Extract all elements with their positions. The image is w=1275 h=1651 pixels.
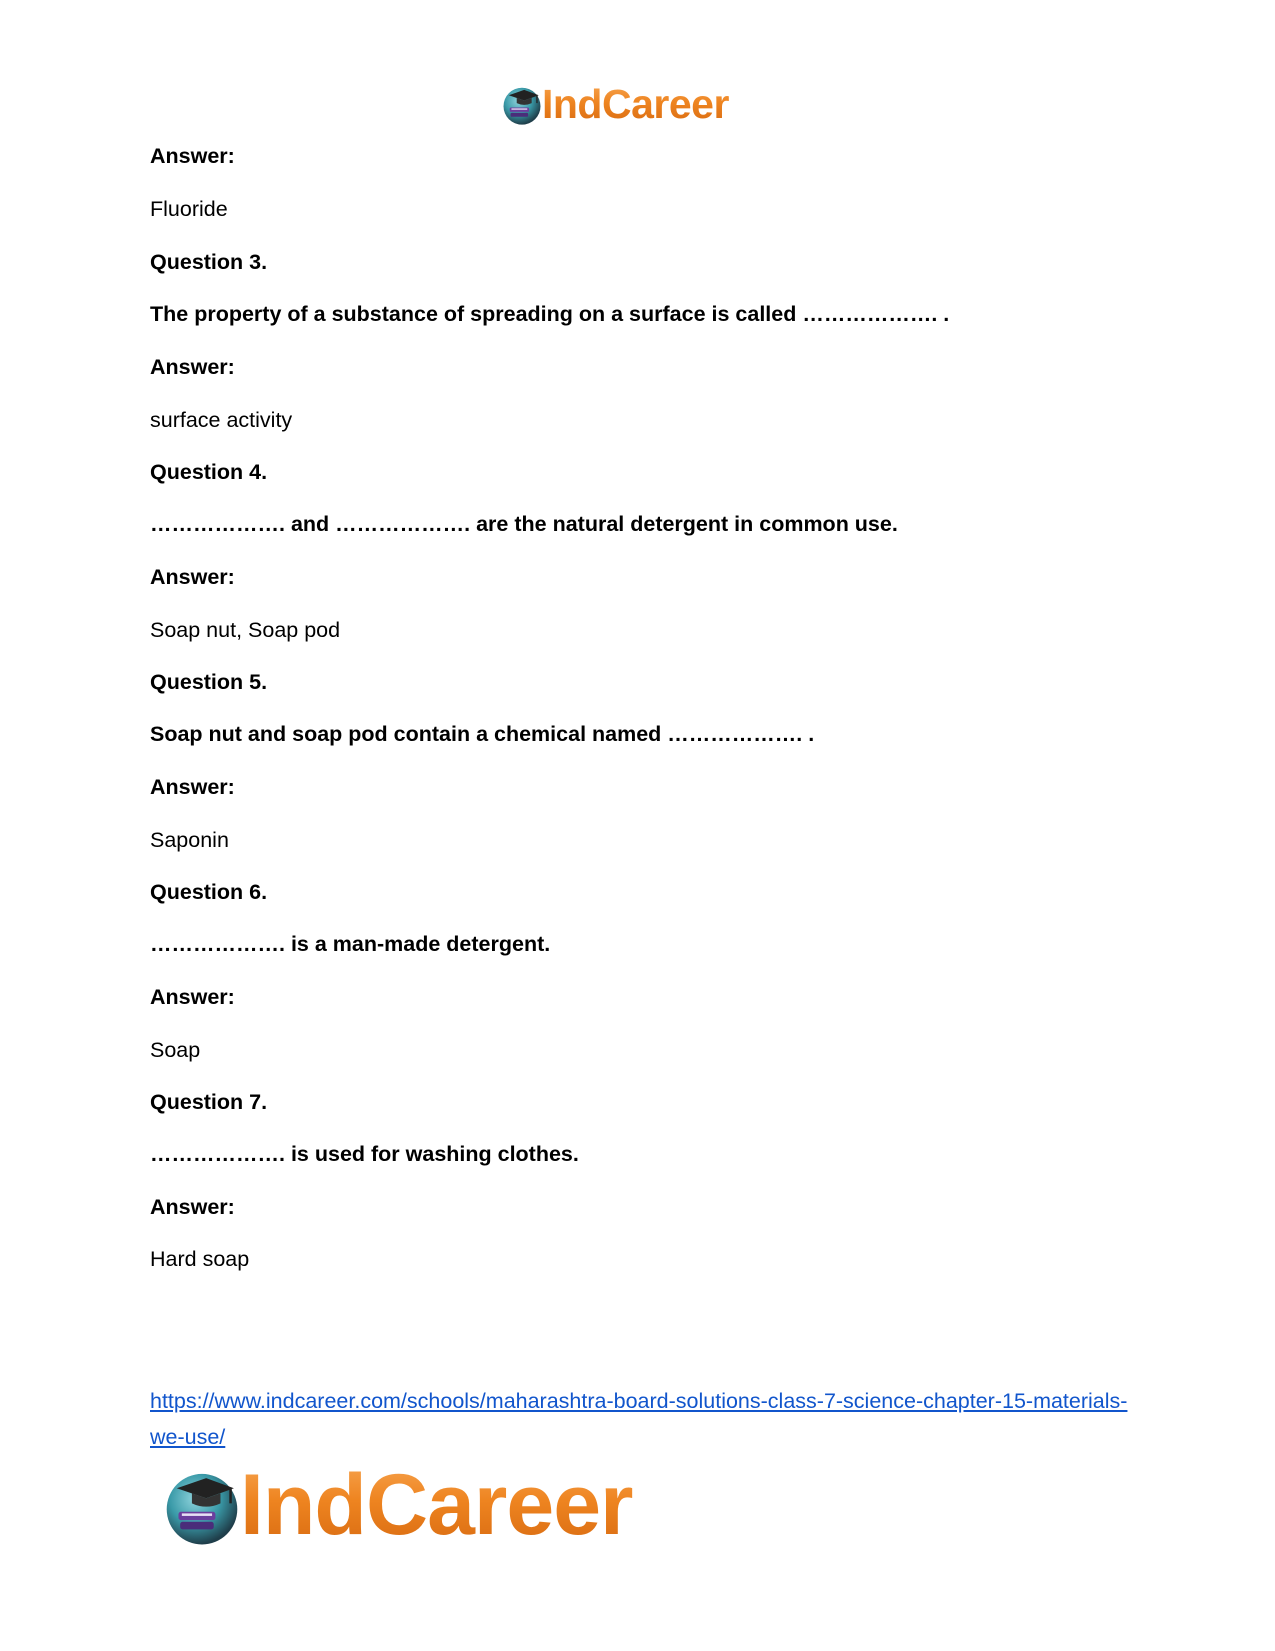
answer-text: Soap nut, Soap pod [150, 618, 341, 642]
answer-label: Answer: [150, 985, 235, 1009]
answer-text: Saponin [150, 828, 229, 852]
question-label: Question 6. [150, 880, 268, 904]
answer-text: surface activity [150, 408, 293, 432]
question-text: ………………. is a man-made detergent. [150, 932, 551, 956]
answer-text: Fluoride [150, 197, 228, 221]
footer-logo [160, 1457, 633, 1553]
question-text: ………………. is used for washing clothes. [150, 1142, 579, 1166]
answer-text: Soap [150, 1038, 201, 1062]
answer-label: Answer: [150, 565, 235, 589]
brand-name: IndCareer [542, 80, 729, 127]
question-label: Question 3. [150, 250, 268, 274]
question-text: The property of a substance of spreading on a surface is called ………………. . [150, 302, 950, 326]
question-label: Question 5. [150, 670, 268, 694]
brand-name: IndCareer [240, 1457, 633, 1553]
source-link[interactable]: https://www.indcareer.com/schools/maharashtra-board-solutions-class-7-science-chapter-15-materials-we-use/ [150, 1389, 1128, 1449]
question-label: Question 4. [150, 460, 268, 484]
answer-label: Answer: [150, 775, 235, 799]
question-text: ………………. and ………………. are the natural detergent in common use. [150, 512, 898, 536]
header-logo [500, 80, 729, 128]
answer-label: Answer: [150, 355, 235, 379]
answer-label: Answer: [150, 1195, 235, 1219]
graduation-globe-icon [160, 1463, 244, 1547]
question-label: Question 7. [150, 1090, 268, 1114]
answer-label: Answer: [150, 144, 235, 168]
question-text: Soap nut and soap pod contain a chemical named ………………. . [150, 722, 815, 746]
answer-text: Hard soap [150, 1247, 250, 1271]
graduation-globe-icon [500, 82, 544, 126]
